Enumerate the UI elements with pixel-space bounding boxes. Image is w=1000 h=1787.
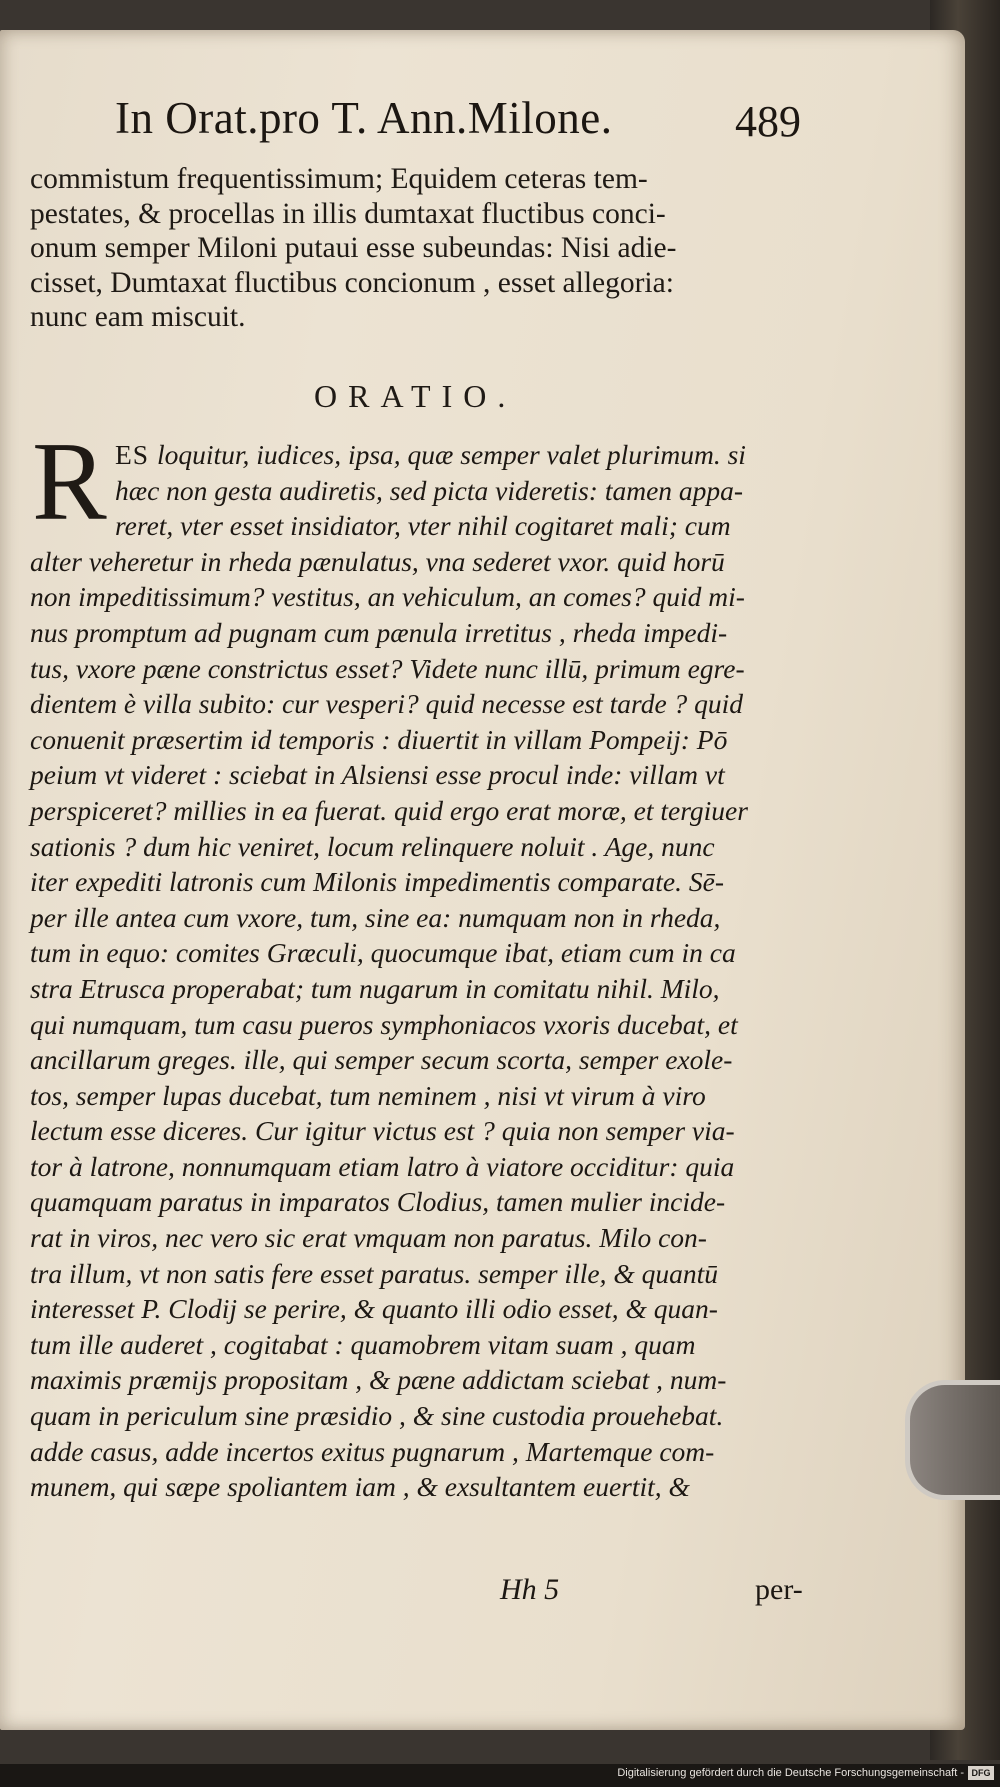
oration-line: non impeditissimum? vestitus, an vehiculum, an comes? quid mi- [30,581,745,613]
running-head: In Orat.pro T. Ann.Milone. [115,93,613,143]
oration-line [30,437,830,473]
commentary-block [30,162,830,335]
oration-line: quam in periculum sine præsidio , & sine custodia prouehebat. [30,1400,724,1432]
page-number: 489 [735,97,801,146]
drop-cap: R [32,420,107,544]
oration-text [30,437,830,1505]
oration-line: lectum esse diceres. Cur igitur victus est ? quia non semper via- [30,1115,735,1147]
oration-line: interesset P. Clodij se perire, & quanto illi odio esset, & quan- [30,1293,718,1325]
oration-line: rat in viros, nec vero sic erat vmquam non paratus. Milo con- [30,1222,707,1254]
oration-line: stra Etrusca properabat; tum nugarum in comitatu nihil. Milo, [30,972,720,1004]
commentary-line: onum semper Miloni putaui esse subeundas: Nisi adie- [30,232,677,264]
oration-line: adde casus, adde incertos exitus pugnarum , Martemque com- [30,1435,715,1467]
oration-line: munem, qui sæpe spoliantem iam , & exsultantem euertit, & [30,1471,690,1503]
oration-line: maximis præmijs propositam , & pæne addictam sciebat , num- [30,1364,727,1396]
oration-line: perspiceret? millies in ea fuerat. quid ergo erat moræ, et tergiuer [30,794,748,826]
oration-line: tos, semper lupas ducebat, tum neminem , nisi vt virum à viro [30,1079,706,1111]
oration-line: tor à latrone, nonnumquam etiam latro à viatore occiditur: quia [30,1150,735,1182]
oration-line: sationis ? dum hic veniret, locum relinquere noluit . Age, nunc [30,830,715,862]
commentary-line: commistum frequentissimum; Equidem ceteras tem- [30,163,648,195]
oration-line: tus, vxore pæne constrictus esset? Videte nunc illū, primum egre- [30,652,745,684]
oration-line: hæc non gesta audiretis, sed picta videretis: tamen appa- [115,474,744,506]
oration-line: nus promptum ad pugnam cum pænula irretitus , rheda impedi- [30,616,728,648]
commentary-line: cisset, Dumtaxat fluctibus concionum , esset allegoria: [30,266,674,299]
oration-first-word: ES [115,439,157,470]
oration-line: tum ille auderet , cogitabat : quamobrem vitam suam , quam [30,1328,696,1360]
oration-line: qui numquam, tum casu pueros symphoniacos vxoris ducebat, et [30,1008,738,1040]
oration-line: iter expediti latronis cum Milonis impedimentis comparate. Sē- [30,866,724,898]
catchword: per- [755,1573,803,1606]
oration-line: peium vt videret : sciebat in Alsiensi esse procul inde: villam vt [30,759,725,791]
signature-mark: Hh 5 [500,1573,560,1606]
oration-line: conuenit præsertim id temporis : diuertit in villam Pompeij: Pō [30,723,728,755]
digitization-credit: Digitalisierung gefördert durch die Deutsche Forschungsgemeinschaft - [617,1767,964,1779]
book-clasp [905,1380,1000,1500]
oration-line: alter veheretur in rheda pænulatus, vna sederet vxor. quid horū [30,545,725,577]
section-heading: ORATIO. [314,378,517,414]
oration-line: dientem è villa subito: cur vesperi? quid necesse est tarde ? quid [30,688,744,720]
oration-line: tra illum, vt non satis fere esset paratus. semper ille, & quantū [30,1257,718,1289]
oration-line: per ille antea cum vxore, tum, sine ea: numquam non in rheda, [30,901,721,933]
commentary-line: pestates, & procellas in illis dumtaxat fluctibus conci- [30,197,666,230]
oration-line: quamquam paratus in imparatos Clodius, tamen mulier incide- [30,1186,726,1218]
oration-line: tum in equo: comites Græculi, quocumque ibat, etiam cum in ca [30,937,736,969]
commentary-line: nunc eam miscuit. [30,301,246,333]
oration-line: ancillarum greges. ille, qui semper secum scorta, semper exole- [30,1044,733,1076]
oration-line: reret, vter esset insidiator, vter nihil cogitaret mali; cum [115,510,731,542]
dfg-logo-icon: DFG [968,1766,994,1780]
oration-line-text: loquitur, iudices, ipsa, quæ semper valet plurimum. si [156,439,746,470]
